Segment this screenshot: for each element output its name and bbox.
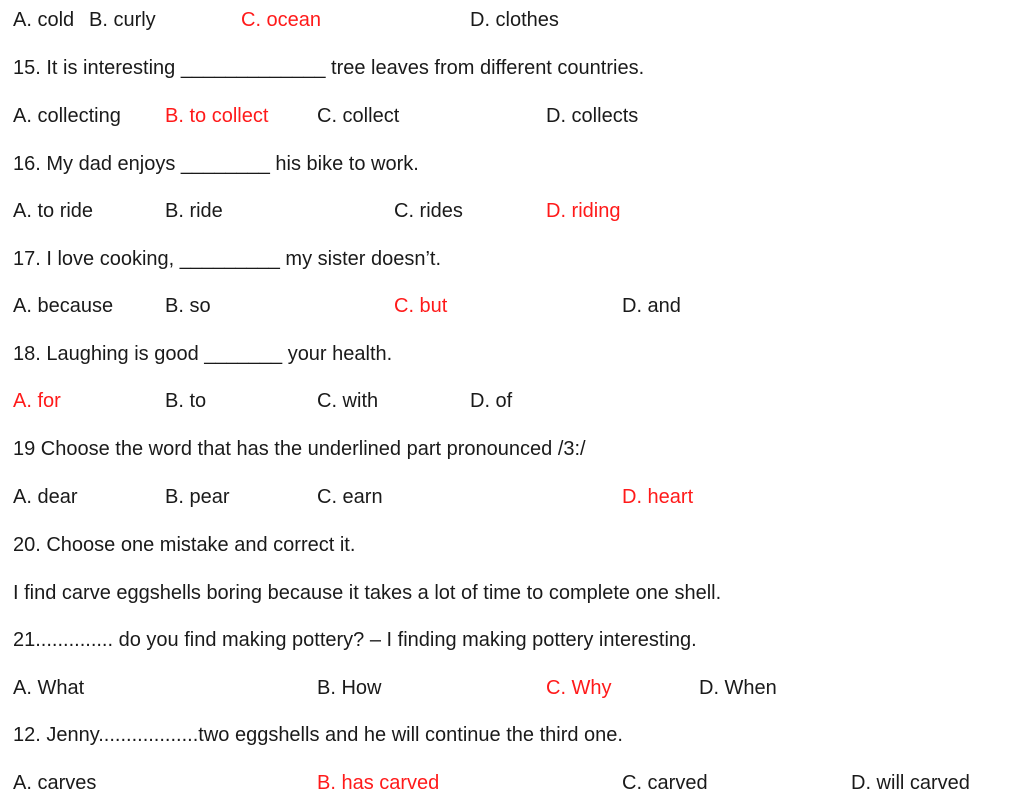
q14-option-c-answer: C. ocean [241, 9, 322, 31]
q19-question: 19 Choose the word that has the underlined part pronounced /3:/ [13, 438, 586, 460]
q15-option-d: D. collects [546, 105, 639, 127]
q20-sentence: I find carve eggshells boring because it takes a lot of time to complete one shell. [13, 582, 722, 604]
q17-option-a: A. because [13, 295, 114, 317]
q15-question: 15. It is interesting _____________ tree leaves from different countries. [13, 57, 645, 79]
q20-question: 20. Choose one mistake and correct it. [13, 534, 356, 556]
q18-option-d: D. of [470, 390, 513, 412]
q12-question: 12. Jenny..................two eggshells and he will continue the third one. [13, 724, 623, 746]
q17-question: 17. I love cooking, _________ my sister doesn’t. [13, 248, 442, 270]
q16-question: 16. My dad enjoys ________ his bike to work. [13, 153, 419, 175]
q15-option-b-answer: B. to collect [165, 105, 269, 127]
q17-option-c-answer: C. but [394, 295, 448, 317]
q19-option-a: A. dear [13, 486, 78, 508]
q18-option-a-answer: A. for [13, 390, 61, 412]
q21-option-c-answer: C. Why [546, 677, 612, 699]
q19-option-b: B. pear [165, 486, 230, 508]
q21-question: 21.............. do you find making pottery? – I finding making pottery interesting. [13, 629, 697, 651]
q17-option-d: D. and [622, 295, 681, 317]
q15-option-c: C. collect [317, 105, 400, 127]
q16-option-a: A. to ride [13, 200, 94, 222]
q14-option-b: B. curly [89, 9, 156, 31]
q16-option-d-answer: D. riding [546, 200, 621, 222]
q16-option-c: C. rides [394, 200, 463, 222]
q14-option-a: A. cold [13, 9, 75, 31]
q17-option-b: B. so [165, 295, 211, 317]
q12-option-a: A. carves [13, 772, 97, 794]
q21-option-b: B. How [317, 677, 382, 699]
q14-option-d: D. clothes [470, 9, 559, 31]
q16-option-b: B. ride [165, 200, 223, 222]
q15-option-a: A. collecting [13, 105, 121, 127]
q18-option-c: C. with [317, 390, 379, 412]
q21-option-a: A. What [13, 677, 85, 699]
q12-option-d: D. will carved [851, 772, 970, 794]
q12-option-b-answer: B. has carved [317, 772, 440, 794]
q12-option-c: C. carved [622, 772, 708, 794]
q19-option-c: C. earn [317, 486, 383, 508]
q18-question: 18. Laughing is good _______ your health. [13, 343, 393, 365]
q21-option-d: D. When [699, 677, 777, 699]
q19-option-d-answer: D. heart [622, 486, 694, 508]
q18-option-b: B. to [165, 390, 207, 412]
